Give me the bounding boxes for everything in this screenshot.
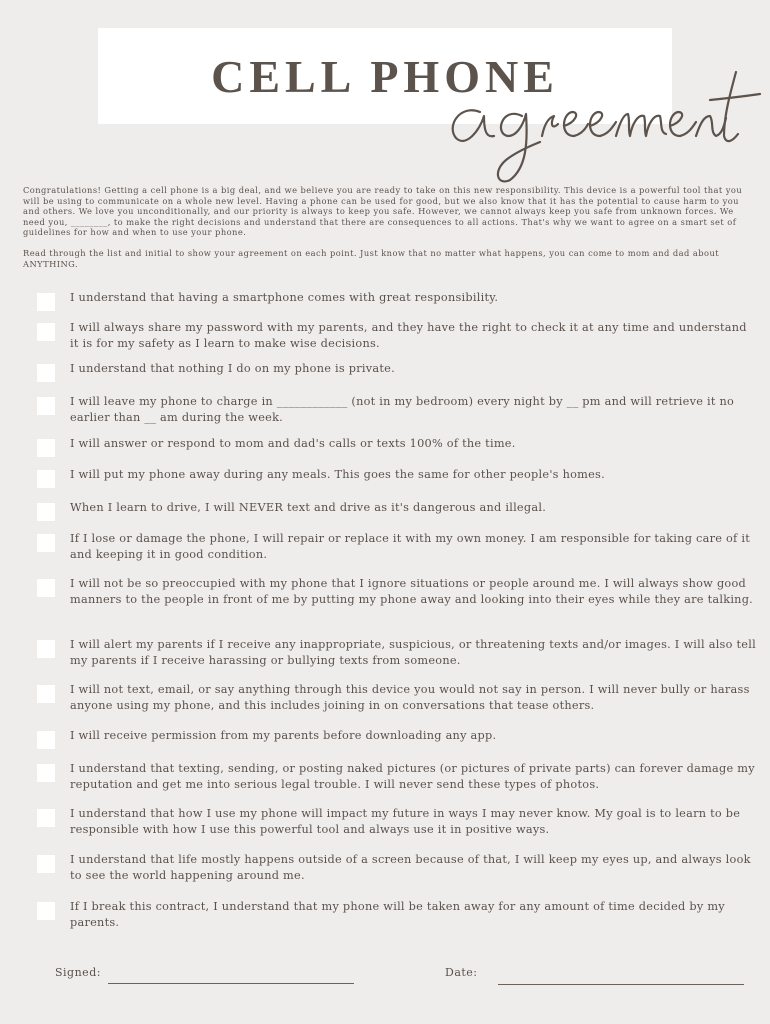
date-label: Date:: [445, 966, 478, 979]
instructions-paragraph: Read through the list and initial to show your agreement on each point. Just know that no matter what happens, you can come to mom and dad about ANYTHING.: [23, 247, 720, 269]
initial-checkbox[interactable]: [37, 323, 55, 341]
initial-checkbox[interactable]: [37, 809, 55, 827]
initial-checkbox[interactable]: [37, 503, 55, 521]
agreement-text: I will not be so preoccupied with my phone that I ignore situations or people around me. I will always show good manners to the people in front of me by putting my phone away and looking into their eyes while they are talking.: [70, 577, 754, 607]
agreement-text: I will not text, email, or say anything through this device you would not say in person. I will never bully or harass anyone using my phone, and this includes joining in on conversations that tease others.: [70, 683, 750, 713]
initial-checkbox[interactable]: [37, 364, 55, 382]
agreement-text: I understand that how I use my phone will impact my future in ways I may never know. My goal is to learn to be responsible with how I use this powerful tool and always use it in positive ways.: [70, 807, 741, 837]
intro-paragraph: Congratulations! Getting a cell phone is a big deal, and we believe you are ready to take on this new responsibility. This device is a powerful tool that you will be using to communicate on a whole new level. Having a phone can be used for good, but we also know that it has the potential to cause harm to you and others. We love you unconditionally, and our priority is always to keep you safe. However, we cannot always keep you safe from unknown forces. We need you, ________, to make the right decisions and understand that there are consequences to all actions. That's why we want to agree on a smart set of guidelines for how and when to use your phone.: [23, 185, 743, 238]
page-title: CELL PHONE: [211, 51, 559, 102]
agreement-text: I understand that having a smartphone comes with great responsibility.: [70, 291, 499, 304]
date-line[interactable]: [498, 984, 744, 985]
initial-checkbox[interactable]: [37, 855, 55, 873]
initial-checkbox[interactable]: [37, 685, 55, 703]
initial-checkbox[interactable]: [37, 397, 55, 415]
agreement-text: I understand that texting, sending, or posting naked pictures (or pictures of private parts) can forever damage my reputation and get me into serious legal trouble. I will never send these types of photos.: [70, 762, 755, 792]
agreement-text: If I break this contract, I understand that my phone will be taken away for any amount of time decided by my parents.: [70, 900, 725, 930]
agreement-script-lettering: [440, 64, 770, 194]
intro-text: [23, 185, 753, 279]
signed-label: Signed:: [55, 966, 101, 979]
agreement-text: I understand that nothing I do on my phone is private.: [70, 362, 395, 375]
agreement-text: I will put my phone away during any meals. This goes the same for other people's homes.: [70, 468, 605, 481]
agreement-text: I understand that life mostly happens outside of a screen because of that, I will keep my eyes up, and always look to see the world happening around me.: [70, 853, 751, 883]
initial-checkbox[interactable]: [37, 579, 55, 597]
agreement-text: I will always share my password with my parents, and they have the right to check it at any time and understand it is for my safety as I learn to make wise decisions.: [70, 321, 747, 351]
initial-checkbox[interactable]: [37, 640, 55, 658]
initial-checkbox[interactable]: [37, 534, 55, 552]
initial-checkbox[interactable]: [37, 902, 55, 920]
initial-checkbox[interactable]: [37, 293, 55, 311]
agreement-text: If I lose or damage the phone, I will repair or replace it with my own money. I am responsible for taking care of it and keeping it in good condition.: [70, 532, 750, 562]
agreement-text: I will leave my phone to charge in ____________ (not in my bedroom) every night by __ pm and will retrieve it no earlier than __ am during the week.: [70, 395, 735, 425]
initial-checkbox[interactable]: [37, 764, 55, 782]
agreement-text: When I learn to drive, I will NEVER text and drive as it's dangerous and illegal.: [70, 501, 547, 514]
initial-checkbox[interactable]: [37, 470, 55, 488]
initial-checkbox[interactable]: [37, 439, 55, 457]
agreement-text: I will answer or respond to mom and dad's calls or texts 100% of the time.: [70, 437, 516, 450]
signature-line[interactable]: [108, 983, 354, 984]
agreement-text: I will receive permission from my parents before downloading any app.: [70, 729, 497, 742]
initial-checkbox[interactable]: [37, 731, 55, 749]
agreement-text: I will alert my parents if I receive any inappropriate, suspicious, or threatening texts and/or images. I will also tell my parents if I receive harassing or bullying texts from someone.: [70, 638, 756, 668]
